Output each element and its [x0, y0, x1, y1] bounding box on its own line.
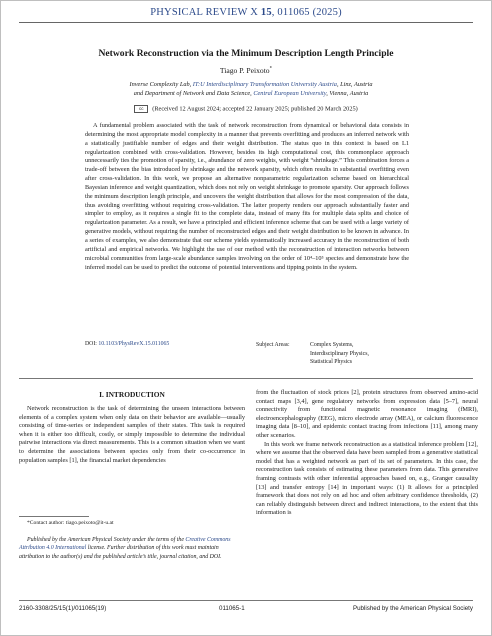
intro-left-column: Network reconstruction is the task of determining the unseen interactions between elements of a complex system when only data on their behavior are available—usually consisting of time-series or independent samples of their states. This task is required when it is either too difficult, costly, or simply impossible to determine the individual pairwise interactions via direct measurements. This is a common situation when we want to determine the associations between species only from their co-occurrence in population samples [1], the financial market dependencies — [19, 405, 245, 464]
cc-license-icon: cc — [134, 105, 148, 113]
subject-area-item: Statistical Physics — [310, 359, 353, 366]
intro-right-column — [256, 389, 478, 518]
journal-header — [1, 7, 491, 18]
license-text-end: license. Further distribution of this work must maintain attribution to the author(s) and the published article’s title, journal citation, and DOI. — [19, 545, 222, 560]
intro-paragraph: In this work we frame network reconstruction as a statistical inference problem [12], where we assume that the observed data have been sampled from a generative statistical model that has a weighted network as part of its set of parameters. In this case, the reconstruction task consists of estimating these parameters from data. This generative framing contrasts with other inferential approaches based on, e.g., Granger causality [13] and transfer entropy [14] in important ways: (1) It allows for a principled framework that does not rely on ad hoc and often arbitrary confidence thresholds, (2) can reliably distinguish between direct and indirect interactions, to the extent that this information is — [256, 440, 478, 517]
abstract: A fundamental problem associated with the task of network reconstruction from dynamical or behavioral data consists in determining the most appropriate model complexity in a manner that prevents overfitting and produces an inferred network with a statistically justifiable number of edges and their weight distribution. The status quo in this context is based on L1 regularization combined with cross-validation. However, besides its high computational cost, this commonplace approach unnecessarily ties the promotion of sparsity, i.e., abundance of zero weights, with weight “shrinkage.” This combination forces a trade-off between the bias introduced by shrinkage and the network sparsity, which often results in substantial overfitting even after cross-validation. In this work, we propose an alternative nonparametric regularization scheme based on hierarchical Bayesian inference and weight quantization, which does not rely on weight shrinkage to promote sparsity. Our approach follows the minimum description length principle, and uncovers the weight distribution that allows for the most compression of the data, thus avoiding overfitting without requiring cross-validation. The latter property renders our approach substantially faster and simpler to employ, as it requires a single fit to the complete data, instead of many fits for multiple data splits and choice of regularization parameter. As a result, we have a principled and efficient inference scheme that can be used with a large variety of generative models, without requiring the number of reconstructed edges and their weight distribution to be known in advance. In a series of examples, we also demonstrate that our scheme yields systematically increased accuracy in the reconstruction of both artificial and empirical networks. We highlight the use of our method with the reconstruction of interaction networks between microbial communities from large-scale abundance samples involving on the order of 10⁴–10⁵ species and demonstrate how the inferred model can be used to predict the outcome of potential interventions and tipping points in the system. — [85, 122, 409, 271]
footer-rule — [19, 600, 473, 601]
journal-name: PHYSICAL REVIEW X — [150, 7, 259, 18]
footnote-rule — [19, 516, 89, 517]
subject-area-item: Interdisciplinary Physics, — [310, 350, 369, 357]
intro-paragraph: from the fluctuation of stock prices [2], protein structures from observed amino-acid contact maps [3,4], gene regulatory networks from expression data [5–7], neural connectivity from functional magnetic resonance imaging (fMRI), electroencephalography (EEG), micro electrode array (MEA), or calcium fluorescence imaging data [8–10], and epidemic contact tracing from infections [11], among many other scenarios. — [256, 389, 478, 439]
author-line — [1, 66, 491, 75]
license-text-start: Published by the American Physical Society under the terms of the — [27, 537, 186, 543]
header-rule — [19, 22, 473, 23]
section-heading: I. INTRODUCTION — [99, 390, 165, 399]
author-footnote-mark: * — [269, 66, 273, 72]
abstract-divider — [19, 378, 473, 379]
author-name: Tiago P. Peixoto — [219, 66, 270, 75]
doi-link[interactable]: 10.1103/PhysRevX.15.011065 — [98, 341, 170, 347]
affiliation-line1: Inverse Complexity Lab, — [129, 81, 193, 88]
affiliation-line1-tail: , Linz, Austria — [336, 81, 373, 88]
received-text: (Received 12 August 2024; accepted 22 January 2025; published 20 March 2025) — [152, 105, 358, 113]
subject-areas-list — [310, 341, 410, 367]
doi-line — [85, 341, 169, 347]
subject-areas — [256, 341, 369, 366]
license-notice — [19, 536, 245, 561]
affiliation — [71, 81, 431, 98]
publisher-line: Published by the American Physical Society — [352, 605, 473, 612]
affiliation-line2-tail: , Vienna, Austria — [326, 89, 369, 97]
received-dates — [1, 105, 491, 113]
page-number: 011065-1 — [219, 605, 245, 612]
affiliation-link-itu[interactable]: IT:U Interdisciplinary Transformation University Austria — [192, 81, 337, 88]
affiliation-link-ceu[interactable]: Central European University — [253, 89, 327, 97]
affiliation-line2: and Department of Network and Data Science, — [133, 89, 254, 97]
issn-code: 2160-3308/25/15(1)/011065(19) — [19, 605, 107, 612]
subject-area-item: Complex Systems, — [310, 342, 354, 348]
subject-areas-label: Subject Areas: — [256, 342, 290, 348]
article-number: , 011065 (2025) — [271, 7, 342, 18]
journal-volume: 15 — [260, 7, 272, 18]
doi-label: DOI: — [85, 341, 99, 347]
contact-footnote: *Contact author: tiago.peixoto@it-u.at — [27, 520, 114, 526]
paper-title: Network Reconstruction via the Minimum Description Length Principle — [98, 48, 394, 59]
license-link[interactable]: Creative Commons Attribution 4.0 International — [19, 537, 231, 552]
